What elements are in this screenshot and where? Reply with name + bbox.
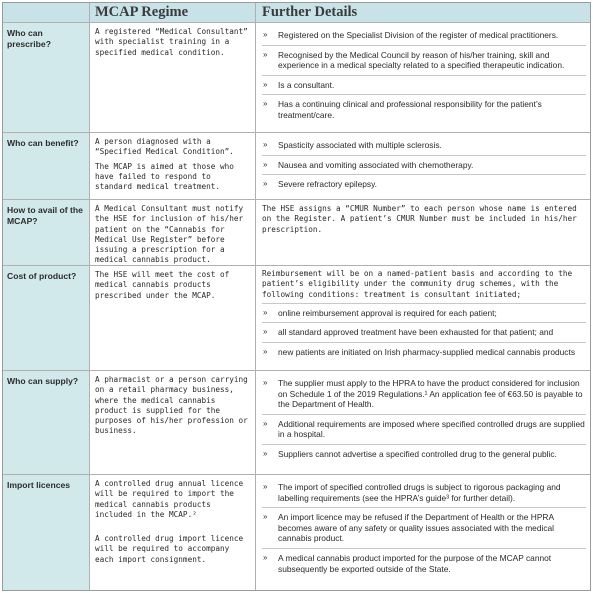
regime-paragraph: A controlled drug annual licence will be required to import the medical cannabis products included in the MCAP.² xyxy=(95,479,244,519)
list-item: » Has a continuing clinical and professional responsibility for the patient’s treatment/care. xyxy=(263,99,542,120)
bullet-arrow-icon: » xyxy=(263,79,268,89)
regime-cell xyxy=(89,200,255,265)
bullet-arrow-icon: » xyxy=(263,482,268,491)
row-label: How to avail of the MCAP? xyxy=(3,200,89,265)
regime-cell xyxy=(89,23,255,132)
bullet-arrow-icon: » xyxy=(263,448,268,458)
regime-cell xyxy=(89,266,255,370)
regime-paragraph: The MCAP is aimed at those who have failed to respond to standard medical treatment. xyxy=(95,161,234,192)
bullet-arrow-icon: » xyxy=(263,307,268,317)
regime-paragraph: The HSE will meet the cost of medical cannabis products prescribed under the MCAP. xyxy=(95,270,230,300)
details-cell xyxy=(255,371,590,474)
details-list xyxy=(262,478,586,578)
details-cell xyxy=(255,23,590,132)
details-intro: Reimbursement will be on a named-patient basis and according to the patient’s eligibility under the community drug schemes, with the following conditions: treatment is consultant initiated; xyxy=(262,269,586,304)
header-further-details: Further Details xyxy=(255,3,590,22)
regime-paragraph: A Medical Consultant must notify the HSE for inclusion of his/her patient on the “Cannabis for Medical Use Register” before issuing a prescription for a medical cannabis product. xyxy=(95,204,244,265)
bullet-arrow-icon: » xyxy=(263,378,268,387)
table-row xyxy=(3,474,590,590)
bullet-arrow-icon: » xyxy=(263,179,268,189)
details-cell xyxy=(255,200,590,265)
list-item: » new patients are initiated on Irish pharmacy-supplied medical cannabis products xyxy=(263,347,576,358)
bullet-arrow-icon: » xyxy=(263,159,268,169)
list-item: » The import of specified controlled drugs is subject to rigorous packaging and labelling requirements (see the HPRA’s guide³ for further detail). xyxy=(262,478,586,508)
list-item: » Is a consultant. xyxy=(262,76,586,96)
table-row xyxy=(3,132,590,199)
list-item: » Suppliers cannot advertise a specified controlled drug to the general public. xyxy=(263,448,557,459)
list-item: » Nausea and vomiting associated with chemotherapy. xyxy=(262,156,586,176)
table-row xyxy=(3,22,590,132)
header-mcap-regime: MCAP Regime xyxy=(89,3,255,22)
row-label: Who can benefit? xyxy=(3,133,89,199)
details-list xyxy=(262,374,586,464)
mcap-table xyxy=(2,2,591,591)
row-label: Who can supply? xyxy=(3,371,89,474)
list-item: » Registered on the Specialist Division of the register of medical practitioners. xyxy=(262,26,586,46)
details-cell xyxy=(255,475,590,590)
bullet-arrow-icon: » xyxy=(263,512,268,522)
bullet-arrow-icon: » xyxy=(263,140,268,149)
list-item: » The supplier must apply to the HPRA to have the product considered for inclusion on Schedule 1 of the 2019 Regulations.¹ An application fee of €63.50 is payable to the Department of Health. xyxy=(262,374,586,415)
bullet-arrow-icon: » xyxy=(263,347,268,357)
list-item: » Severe refractory epilepsy. xyxy=(263,179,377,190)
regime-cell xyxy=(89,475,255,590)
table-row xyxy=(3,265,590,370)
row-label: Who can prescribe? xyxy=(3,23,89,132)
regime-paragraph: A pharmacist or a person carrying on a retail pharmacy business, where the medical cannabis product is supplied for the purposes of his/her profession or business. xyxy=(95,375,248,436)
bullet-arrow-icon: » xyxy=(263,418,268,428)
details-cell xyxy=(255,266,590,370)
list-item: » An import licence may be refused if the Department of Health or the HPRA becomes aware of any safety or quality issues associated with the medical cannabis product. xyxy=(262,508,586,549)
details-list xyxy=(262,136,586,194)
regime-cell xyxy=(89,371,255,474)
bullet-arrow-icon: » xyxy=(263,99,268,109)
details-cell xyxy=(255,133,590,199)
bullet-arrow-icon: » xyxy=(263,30,268,39)
header-blank-cell xyxy=(3,3,89,22)
table-row xyxy=(3,370,590,474)
list-item: » Spasticity associated with multiple sclerosis. xyxy=(262,136,586,156)
list-item: » online reimbursement approval is required for each patient; xyxy=(262,304,586,324)
list-item: » A medical cannabis product imported for the purpose of the MCAP cannot subsequently be exported outside of the State. xyxy=(263,552,552,574)
details-paragraph: The HSE assigns a “CMUR Number” to each person whose name is entered on the Register. A patient’s CMUR Number must be included in his/her prescription. xyxy=(262,204,577,234)
bullet-arrow-icon: » xyxy=(263,327,268,337)
regime-cell xyxy=(89,133,255,199)
list-item: » Additional requirements are imposed where specified controlled drugs are supplied in a hospital. xyxy=(262,415,586,445)
regime-paragraph: A registered “Medical Consultant” with specialist training in a specified medical condition. xyxy=(95,27,248,57)
list-item: » all standard approved treatment have been exhausted for that patient; and xyxy=(262,323,586,343)
regime-paragraph: A controlled drug import licence will be required to accompany each import consignment. xyxy=(95,534,244,564)
regime-paragraph: A person diagnosed with a “Specified Medical Condition”. xyxy=(95,137,234,157)
details-list xyxy=(262,26,586,125)
table-row xyxy=(3,199,590,265)
row-label: Import licences xyxy=(3,475,89,590)
list-item: » Recognised by the Medical Council by reason of his/her training, skill and experience in a medical specialty related to a specified therapeutic indication. xyxy=(262,46,586,76)
bullet-arrow-icon: » xyxy=(263,49,268,59)
details-list xyxy=(262,304,586,362)
row-label: Cost of product? xyxy=(3,266,89,370)
table-header-row xyxy=(3,3,590,22)
bullet-arrow-icon: » xyxy=(263,552,268,562)
